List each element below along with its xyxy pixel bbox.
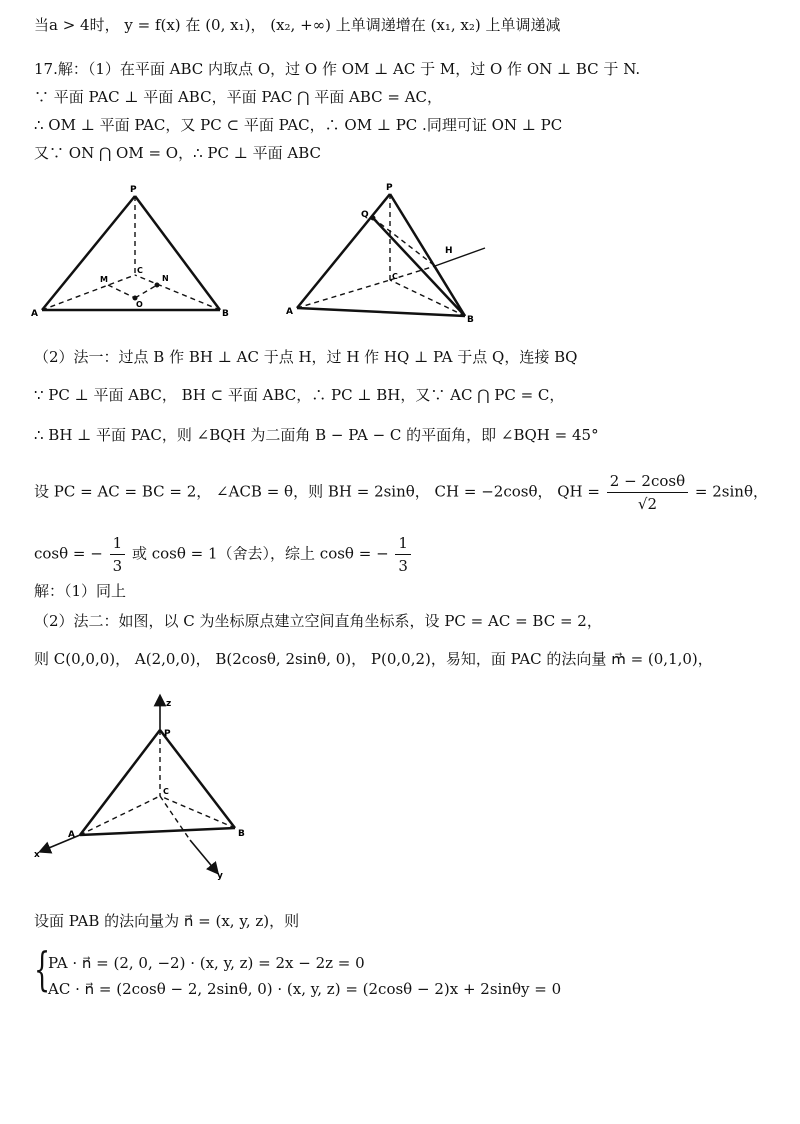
text-line-8: ∴ BH ⊥ 平面 PAC，则 ∠BQH 为二面角 B − PA − C 的平面角，即 ∠BQH = 45° <box>34 426 599 444</box>
label-z: z <box>166 699 172 709</box>
fraction-qh <box>607 470 688 515</box>
text-line-9-a: 设 PC = AC = BC = 2， ∠ACB = θ，则 BH = 2sinθ， CH = −2cosθ， QH = <box>34 482 600 501</box>
label-p: P <box>164 729 171 739</box>
label-h: H <box>445 246 453 256</box>
text-line-3: ∵ 平面 PAC ⊥ 平面 ABC，平面 PAC ⋂ 平面 ABC = AC， <box>34 88 443 106</box>
label-b: B <box>238 829 245 839</box>
label-q: Q <box>361 210 369 220</box>
system-equation-2: AC · n⃗ = (2cosθ − 2, 2sinθ, 0) · (x, y, z) = (2cosθ − 2)x + 2sinθy = 0 <box>48 980 562 998</box>
label-b: B <box>222 309 229 319</box>
label-a: A <box>286 307 293 317</box>
fraction-second-numerator: 1 <box>395 532 411 555</box>
text-line-10 <box>34 532 413 577</box>
label-c: C <box>392 272 398 281</box>
fraction-first-denominator: 3 <box>112 557 123 575</box>
fraction-qh-denominator: √2 <box>637 495 657 513</box>
text-line-10-a: cosθ = − <box>34 544 103 563</box>
equation-system <box>34 942 562 1002</box>
figure-tetrahedron-2 <box>285 180 505 325</box>
text-line-4: ∴ OM ⊥ 平面 PAC，又 PC ⊂ 平面 PAC，∴ OM ⊥ PC .同理可证 ON ⊥ PC <box>34 116 563 134</box>
text-line-2: 17.解：（1）在平面 ABC 内取点 O，过 O 作 OM ⊥ AC 于 M，过 O 作 ON ⊥ BC 于 N. <box>34 60 641 78</box>
label-p: P <box>130 185 137 195</box>
brace-symbol: { <box>34 942 51 996</box>
label-c: C <box>137 266 143 275</box>
text-line-5: 又∵ ON ⋂ OM = O，∴ PC ⊥ 平面 ABC <box>34 144 321 162</box>
text-line-9-b: = 2sinθ， <box>694 482 768 501</box>
text-line-1: 当a > 4时， y = f(x) 在 (0, x₁)， (x₂, +∞) 上单调递增在 (x₁, x₂) 上单调递减 <box>34 16 561 34</box>
fraction-qh-numerator: 2 − 2cosθ <box>607 470 688 493</box>
fraction-first-numerator: 1 <box>110 532 126 555</box>
text-line-13: 则 C(0,0,0)， A(2,0,0)， B(2cosθ, 2sinθ, 0)， P(0,0,2)，易知，面 PAC 的法向量 m⃗ = (0,1,0)， <box>34 650 713 668</box>
system-equation-1: PA · n⃗ = (2, 0, −2) · (x, y, z) = 2x − 2z = 0 <box>48 954 365 972</box>
label-x: x <box>34 850 40 860</box>
label-o: O <box>136 300 143 309</box>
text-line-7: ∵ PC ⊥ 平面 ABC， BH ⊂ 平面 ABC，∴ PC ⊥ BH，又∵ AC ⋂ PC = C， <box>34 386 565 404</box>
figure-tetrahedron-1 <box>30 180 250 325</box>
label-a: A <box>31 309 38 319</box>
text-line-14: 设面 PAB 的法向量为 n⃗ = (x, y, z)，则 <box>34 912 300 930</box>
text-line-10-b: 或 cosθ = 1（舍去），综上 cosθ = − <box>131 544 389 563</box>
label-y: y <box>217 871 223 881</box>
text-line-9 <box>34 470 768 515</box>
label-a: A <box>68 830 75 840</box>
text-line-12: （2）法二：如图，以 C 为坐标原点建立空间直角坐标系，设 PC = AC = BC = 2， <box>34 612 602 630</box>
fraction-second-denominator: 3 <box>398 557 408 575</box>
label-b: B <box>467 315 474 325</box>
label-n: N <box>162 274 169 283</box>
text-line-11: 解：（1）同上 <box>34 582 127 600</box>
label-c: C <box>163 787 169 796</box>
figure-coordinate-system <box>30 690 270 885</box>
fraction-second <box>395 532 411 577</box>
text-line-6: （2）法一：过点 B 作 BH ⊥ AC 于点 H，过 H 作 HQ ⊥ PA 于点 Q，连接 BQ <box>34 348 578 366</box>
fraction-first <box>110 532 126 577</box>
label-m: M <box>100 275 108 284</box>
label-p: P <box>386 183 393 193</box>
